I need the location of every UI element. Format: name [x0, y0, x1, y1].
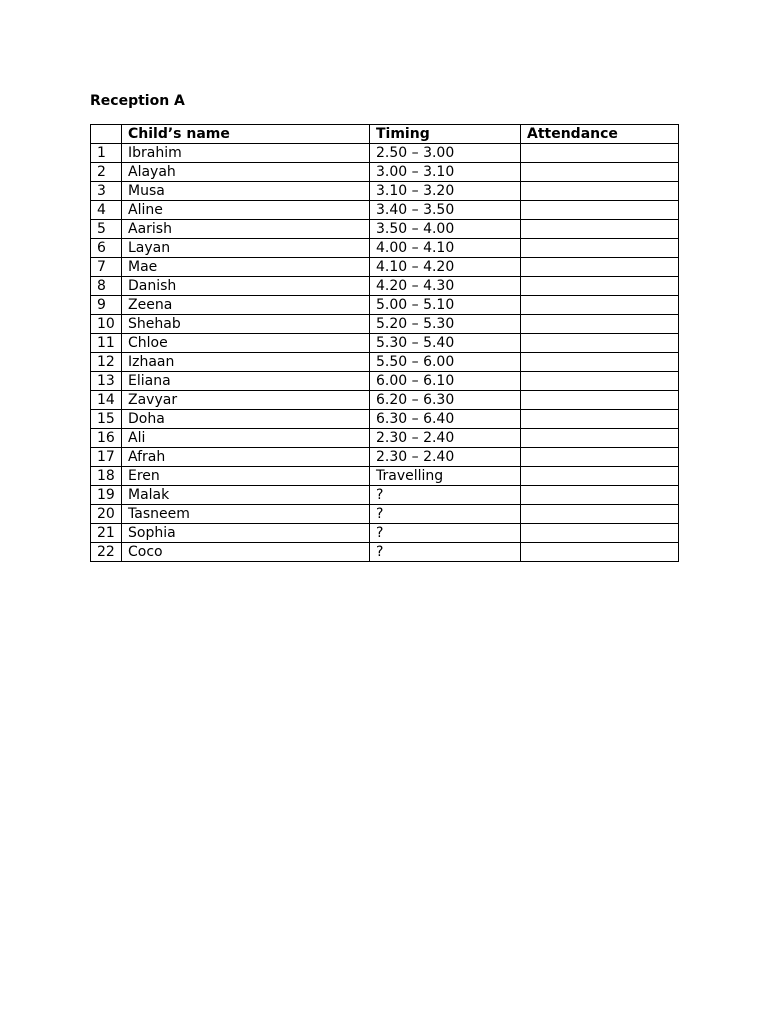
row-number: 13 [91, 372, 122, 391]
attendance-cell [521, 239, 679, 258]
attendance-cell [521, 467, 679, 486]
table-row [91, 277, 679, 296]
row-number: 15 [91, 410, 122, 429]
attendance-cell [521, 334, 679, 353]
row-number: 10 [91, 315, 122, 334]
timing-cell: 6.30 – 6.40 [370, 410, 521, 429]
table-row [91, 372, 679, 391]
attendance-cell [521, 429, 679, 448]
child-name-cell: Sophia [122, 524, 370, 543]
timing-cell: 4.00 – 4.10 [370, 239, 521, 258]
child-name-cell: Eliana [122, 372, 370, 391]
attendance-cell [521, 182, 679, 201]
row-number: 2 [91, 163, 122, 182]
table-row [91, 486, 679, 505]
attendance-cell [521, 201, 679, 220]
attendance-cell [521, 372, 679, 391]
attendance-cell [521, 524, 679, 543]
attendance-cell [521, 277, 679, 296]
child-name-cell: Eren [122, 467, 370, 486]
timing-cell: 3.00 – 3.10 [370, 163, 521, 182]
child-name-cell: Izhaan [122, 353, 370, 372]
attendance-cell [521, 410, 679, 429]
attendance-cell [521, 220, 679, 239]
child-name-cell: Tasneem [122, 505, 370, 524]
row-number: 11 [91, 334, 122, 353]
timing-cell: 6.20 – 6.30 [370, 391, 521, 410]
row-number: 21 [91, 524, 122, 543]
table-row [91, 505, 679, 524]
header-number [91, 125, 122, 144]
header-timing: Timing [370, 125, 521, 144]
table-row [91, 391, 679, 410]
child-name-cell: Doha [122, 410, 370, 429]
timing-cell: Travelling [370, 467, 521, 486]
timing-cell: 5.20 – 5.30 [370, 315, 521, 334]
table-body [91, 144, 679, 562]
row-number: 18 [91, 467, 122, 486]
row-number: 22 [91, 543, 122, 562]
row-number: 14 [91, 391, 122, 410]
timing-cell: 5.30 – 5.40 [370, 334, 521, 353]
attendance-cell [521, 315, 679, 334]
table-row [91, 144, 679, 163]
child-name-cell: Aline [122, 201, 370, 220]
child-name-cell: Alayah [122, 163, 370, 182]
timing-cell: 6.00 – 6.10 [370, 372, 521, 391]
attendance-table [90, 124, 679, 562]
child-name-cell: Malak [122, 486, 370, 505]
timing-cell: 4.10 – 4.20 [370, 258, 521, 277]
child-name-cell: Musa [122, 182, 370, 201]
row-number: 12 [91, 353, 122, 372]
timing-cell: 5.00 – 5.10 [370, 296, 521, 315]
row-number: 6 [91, 239, 122, 258]
attendance-cell [521, 448, 679, 467]
child-name-cell: Afrah [122, 448, 370, 467]
table-row [91, 182, 679, 201]
timing-cell: ? [370, 505, 521, 524]
table-row [91, 429, 679, 448]
timing-cell: ? [370, 543, 521, 562]
table-row [91, 467, 679, 486]
attendance-cell [521, 505, 679, 524]
attendance-cell [521, 258, 679, 277]
child-name-cell: Coco [122, 543, 370, 562]
timing-cell: 3.40 – 3.50 [370, 201, 521, 220]
row-number: 7 [91, 258, 122, 277]
page-title: Reception A [90, 93, 185, 109]
table-row [91, 410, 679, 429]
table-row [91, 543, 679, 562]
row-number: 20 [91, 505, 122, 524]
attendance-cell [521, 163, 679, 182]
row-number: 16 [91, 429, 122, 448]
attendance-cell [521, 296, 679, 315]
table-row [91, 258, 679, 277]
attendance-cell [521, 144, 679, 163]
child-name-cell: Danish [122, 277, 370, 296]
timing-cell: 4.20 – 4.30 [370, 277, 521, 296]
table-row [91, 448, 679, 467]
row-number: 4 [91, 201, 122, 220]
row-number: 17 [91, 448, 122, 467]
table-row [91, 353, 679, 372]
child-name-cell: Zeena [122, 296, 370, 315]
timing-cell: 3.10 – 3.20 [370, 182, 521, 201]
child-name-cell: Mae [122, 258, 370, 277]
attendance-cell [521, 353, 679, 372]
row-number: 9 [91, 296, 122, 315]
row-number: 8 [91, 277, 122, 296]
table-row [91, 163, 679, 182]
table-row [91, 220, 679, 239]
attendance-cell [521, 391, 679, 410]
timing-cell: 5.50 – 6.00 [370, 353, 521, 372]
attendance-cell [521, 486, 679, 505]
row-number: 1 [91, 144, 122, 163]
child-name-cell: Ali [122, 429, 370, 448]
table-row [91, 239, 679, 258]
table-row [91, 524, 679, 543]
child-name-cell: Shehab [122, 315, 370, 334]
timing-cell: ? [370, 524, 521, 543]
child-name-cell: Ibrahim [122, 144, 370, 163]
timing-cell: 3.50 – 4.00 [370, 220, 521, 239]
header-attendance: Attendance [521, 125, 679, 144]
table-row [91, 315, 679, 334]
timing-cell: 2.30 – 2.40 [370, 448, 521, 467]
row-number: 5 [91, 220, 122, 239]
row-number: 3 [91, 182, 122, 201]
timing-cell: 2.50 – 3.00 [370, 144, 521, 163]
table-row [91, 201, 679, 220]
child-name-cell: Layan [122, 239, 370, 258]
attendance-cell [521, 543, 679, 562]
header-childs-name: Child’s name [122, 125, 370, 144]
child-name-cell: Aarish [122, 220, 370, 239]
child-name-cell: Zavyar [122, 391, 370, 410]
row-number: 19 [91, 486, 122, 505]
child-name-cell: Chloe [122, 334, 370, 353]
timing-cell: ? [370, 486, 521, 505]
table-row [91, 334, 679, 353]
table-row [91, 296, 679, 315]
timing-cell: 2.30 – 2.40 [370, 429, 521, 448]
table-header-row [91, 125, 679, 144]
